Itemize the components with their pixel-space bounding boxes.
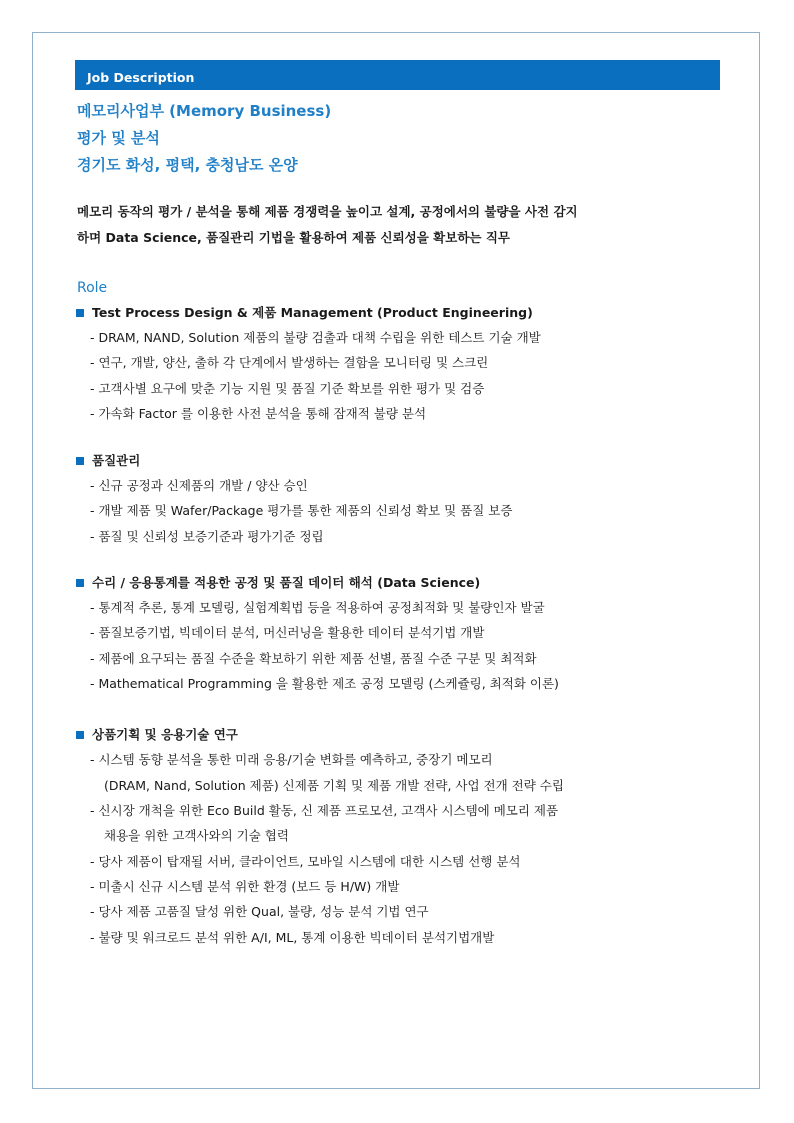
summary-line-2: 하며 Data Science, 품질관리 기법을 활용하여 제품 신뢰성을 확보하는 직무 (77, 230, 510, 245)
list-item: - 가속화 Factor 를 이용한 사전 분석을 통해 잠재적 불량 분석 (90, 406, 427, 421)
list-item: - 신시장 개척을 위한 Eco Build 활동, 신 제품 프로모션, 고객사 시스템에 메모리 제품 (90, 803, 559, 818)
list-item: - 품질보증기법, 빅데이터 분석, 머신러닝을 활용한 데이터 분석기법 개발 (90, 625, 485, 640)
list-item: - 불량 및 워크로드 분석 위한 A/I, ML, 통계 이용한 빅데이터 분석기법개발 (90, 930, 495, 945)
list-item: - 신규 공정과 신제품의 개발 / 양산 승인 (90, 478, 308, 493)
list-item: - 미출시 신규 시스템 분석 위한 환경 (보드 등 H/W) 개발 (90, 879, 400, 894)
square-bullet-icon (76, 579, 84, 587)
section-title-product-engineering (76, 304, 533, 322)
section-title-text: 상품기획 및 응용기술 연구 (92, 727, 238, 742)
summary-line-1: 메모리 동작의 평가 / 분석을 통해 제품 경쟁력을 높이고 설계, 공정에서의 불량을 사전 감지 (77, 204, 578, 219)
header-label: Job Description (87, 70, 195, 85)
square-bullet-icon (76, 731, 84, 739)
list-item: - 당사 제품이 탑재될 서버, 클라이언트, 모바일 시스템에 대한 시스템 선행 분석 (90, 854, 521, 869)
section-title-quality-management (76, 452, 140, 470)
list-item: - 당사 제품 고품질 달성 위한 Qual, 불량, 성능 분석 기법 연구 (90, 904, 429, 919)
square-bullet-icon (76, 309, 84, 317)
list-item: - Mathematical Programming 을 활용한 제조 공정 모델링 (스케쥴링, 최적화 이론) (90, 676, 559, 691)
list-item: - 연구, 개발, 양산, 출하 각 단계에서 발생하는 결함을 모니터링 및 스크린 (90, 355, 489, 370)
section-title-data-science (76, 574, 480, 592)
section-title-text: 수리 / 응용통계를 적용한 공정 및 품질 데이터 해석 (Data Science) (92, 575, 481, 590)
list-item: - 통계적 추론, 통계 모델링, 실험계획법 등을 적용하여 공정최적화 및 불량인자 발굴 (90, 600, 545, 615)
section-title-text: Test Process Design & 제품 Management (Product Engineering) (92, 305, 533, 320)
square-bullet-icon (76, 457, 84, 465)
list-item: - 품질 및 신뢰성 보증기준과 평가기준 정립 (90, 529, 324, 544)
section-title-product-planning (76, 726, 238, 744)
section-title-text: 품질관리 (92, 453, 141, 468)
division-title: 메모리사업부 (Memory Business) (77, 102, 332, 120)
list-item: - DRAM, NAND, Solution 제품의 불량 검출과 대책 수립을 위한 테스트 기술 개발 (90, 330, 541, 345)
list-item: - 시스템 동향 분석을 통한 미래 응용/기술 변화를 예측하고, 중장기 메모리 (90, 752, 493, 767)
list-item-continuation: (DRAM, Nand, Solution 제품) 신제품 기획 및 제품 개발 전략, 사업 전개 전략 수립 (104, 778, 564, 793)
job-description-header (75, 60, 720, 90)
location-title: 경기도 화성, 평택, 충청남도 온양 (77, 156, 298, 174)
list-item: - 고객사별 요구에 맞춘 기능 지원 및 품질 기준 확보를 위한 평가 및 검증 (90, 381, 485, 396)
list-item-continuation: 채용을 위한 고객사와의 기술 협력 (104, 828, 289, 843)
role-heading: Role (77, 280, 108, 296)
job-title: 평가 및 분석 (77, 129, 160, 147)
list-item: - 제품에 요구되는 품질 수준을 확보하기 위한 제품 선별, 품질 수준 구분 및 최적화 (90, 651, 537, 666)
list-item: - 개발 제품 및 Wafer/Package 평가를 통한 제품의 신뢰성 확보 및 품질 보증 (90, 503, 513, 518)
